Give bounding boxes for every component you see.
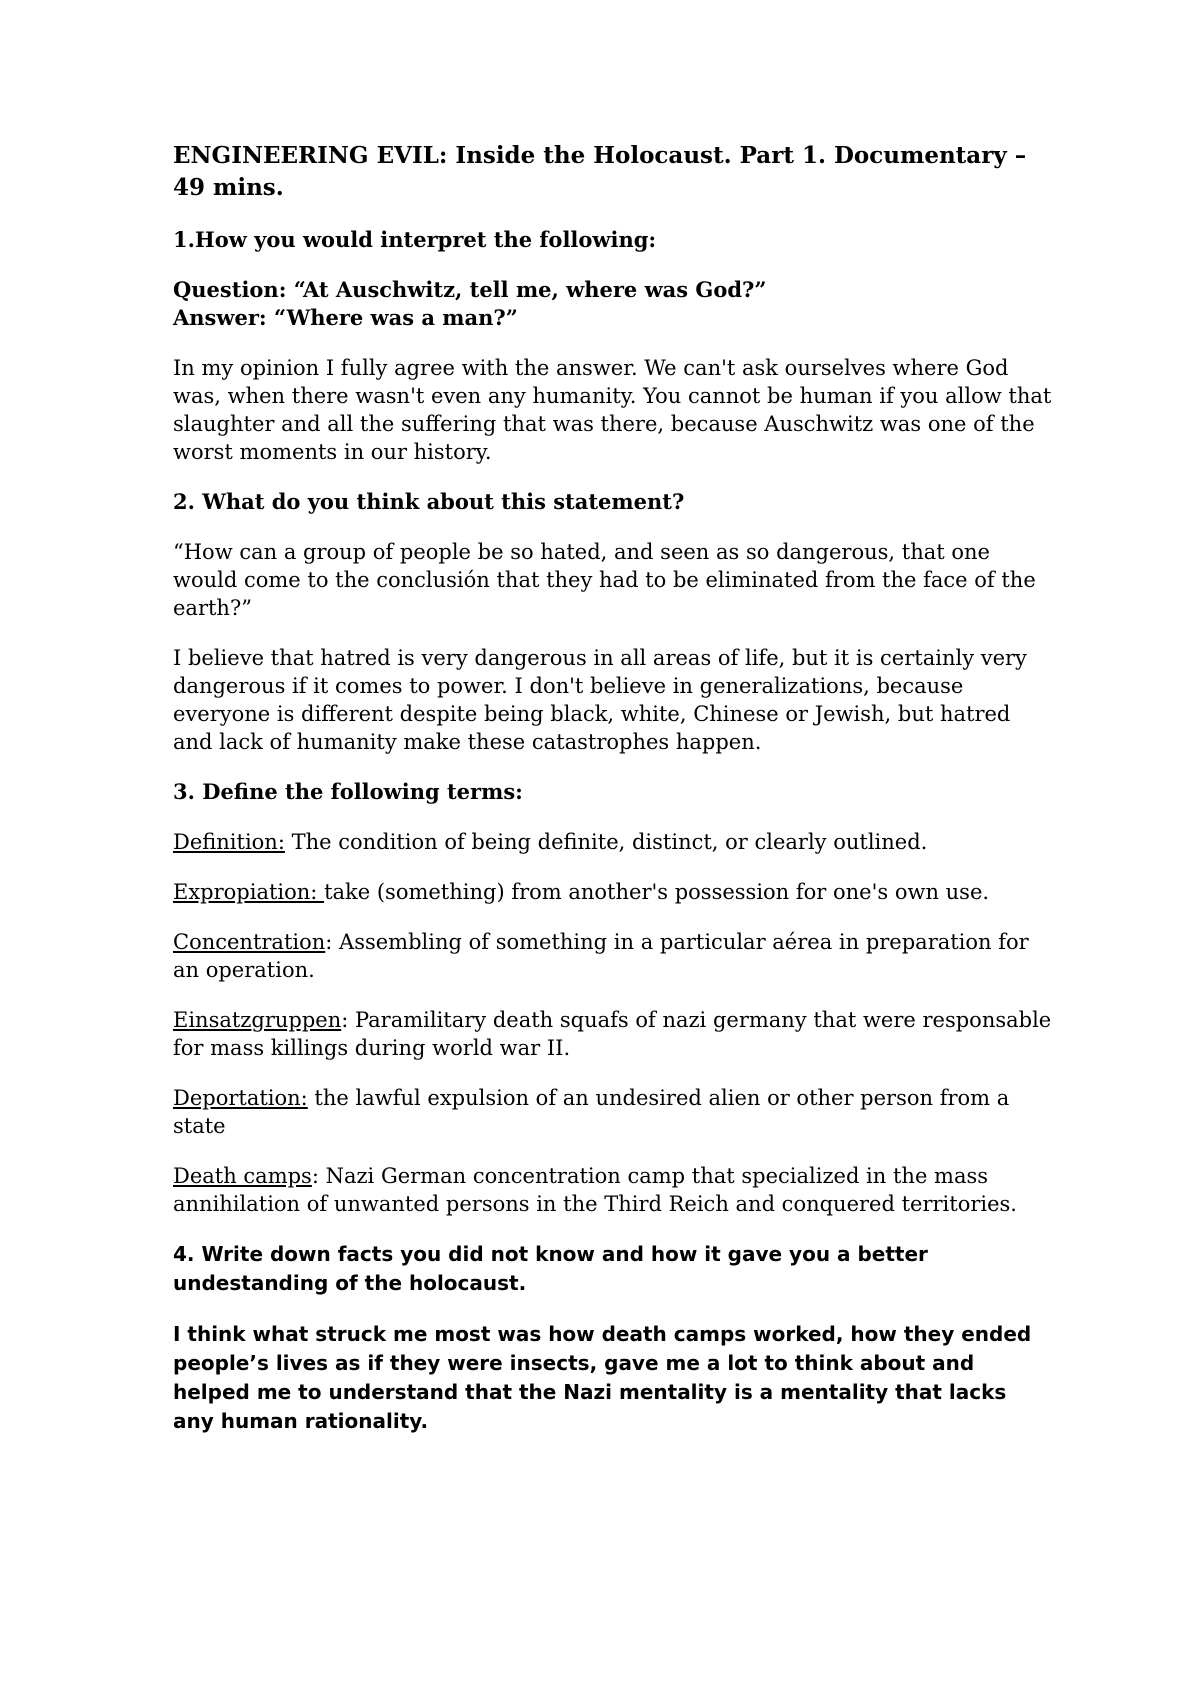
document-page — [173, 140, 1053, 1458]
term-definition: : Nazi German concentration camp that specialized in the mass annihilation of unwanted persons in the Third Reich and conquered territories. — [173, 1164, 1017, 1216]
question-1-response: In my opinion I fully agree with the answer. We can't ask ourselves where God was, when there wasn't even any humanity. You cannot be human if you allow that slaughter and all the suffering that was there, because Auschwitz was one of the worst moments in our history. — [173, 356, 1052, 464]
term-entry — [173, 1162, 1053, 1218]
term-definition: : Assembling of something in a particular aérea in preparation for an operation. — [173, 930, 1029, 982]
question-answer-block — [173, 276, 1053, 332]
question-2-response: I believe that hatred is very dangerous in all areas of life, but it is certainly very dangerous if it comes to power. I don't believe in generalizations, because everyone is different despite being black, white, Chinese or Jewish, but hatred and lack of humanity make these catastrophes happen. — [173, 646, 1027, 754]
term-label: Deportation: — [173, 1086, 308, 1110]
term-label: Definition: — [173, 830, 285, 854]
term-entry — [173, 1006, 1053, 1062]
term-entry — [173, 1084, 1053, 1140]
term-definition: The condition of being definite, distinct, or clearly outlined. — [284, 830, 928, 854]
term-label: Concentration — [173, 930, 326, 954]
question-4-response: I think what struck me most was how death camps worked, how they ended people’s lives as if they were insects, gave me a lot to think about and helped me to understand that the Nazi mentality is a mentality that lacks any human rationality. — [173, 1322, 1032, 1433]
term-label: Death camps — [173, 1164, 312, 1188]
question-4-heading: 4. Write down facts you did not know and how it gave you a better undestanding of the holocaust. — [173, 1242, 928, 1295]
question-2-statement: “How can a group of people be so hated, and seen as so dangerous, that one would come to the conclusión that they had to be eliminated from the face of the earth?” — [173, 540, 1036, 620]
term-entry — [173, 928, 1053, 984]
term-definition: the lawful expulsion of an undesired alien or other person from a state — [173, 1086, 1010, 1138]
question-2-heading: 2. What do you think about this statement? — [173, 489, 685, 514]
question-1-heading: 1.How you would interpret the following: — [173, 227, 657, 252]
quote-question: Question: “At Auschwitz, tell me, where was God?” — [173, 277, 767, 302]
term-entry — [173, 828, 1053, 856]
term-definition: : Paramilitary death squafs of nazi germany that were responsable for mass killings during world war II. — [173, 1008, 1052, 1060]
quote-answer: Answer: “Where was a man?” — [173, 305, 518, 330]
term-entry — [173, 878, 1053, 906]
document-title: ENGINEERING EVIL: Inside the Holocaust. Part 1. Documentary – 49 mins. — [173, 142, 1027, 201]
question-3-heading: 3. Define the following terms: — [173, 779, 523, 804]
term-label: Expropiation: — [173, 880, 325, 904]
term-label: Einsatzgruppen — [173, 1008, 342, 1032]
term-definition: take (something) from another's possession for one's own use. — [324, 880, 990, 904]
